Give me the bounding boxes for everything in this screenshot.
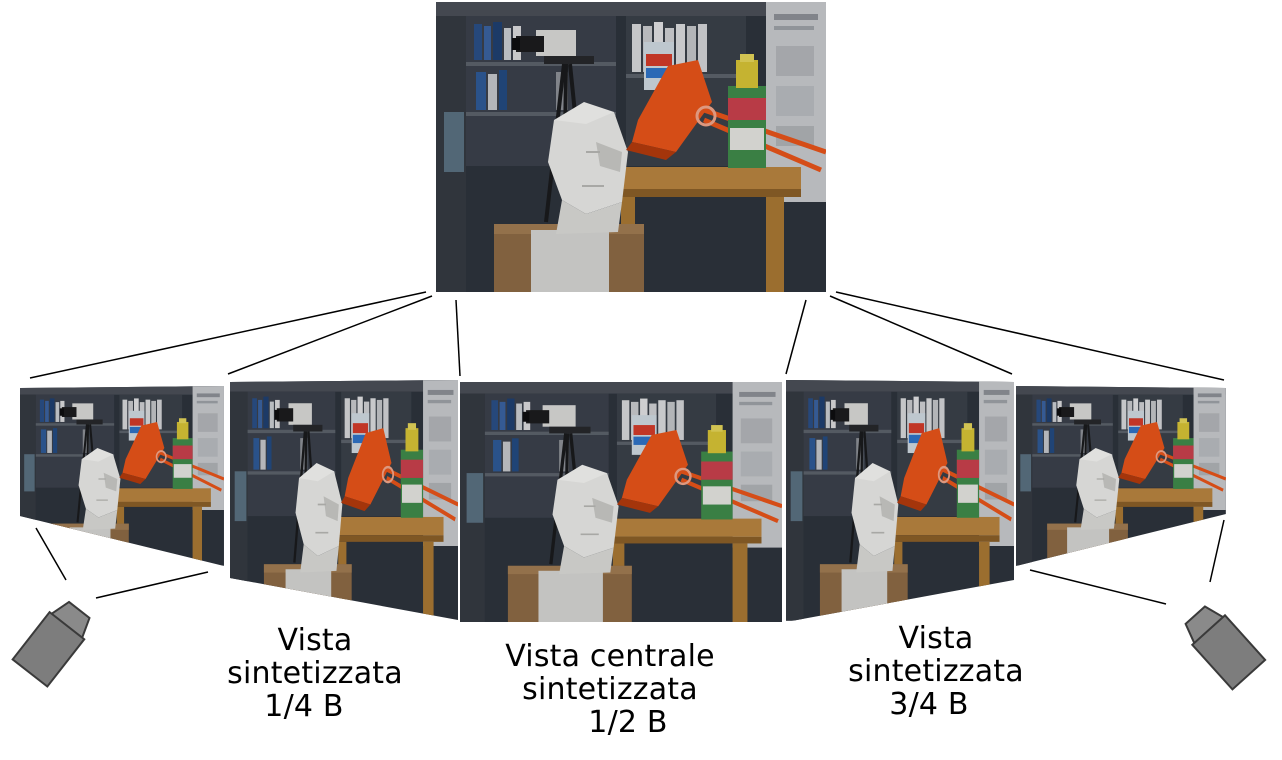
view-three-quarter [786,380,1014,621]
caption-three-quarter-view [826,622,1046,721]
caption-line: 1/4 B [264,689,344,724]
top-image [436,2,826,292]
caption-line: Vista [277,623,353,658]
caption-line: 3/4 B [889,687,969,722]
camera-icon [13,596,97,686]
view-center [460,382,782,622]
caption-quarter-view [205,624,425,723]
view-right-camera [1016,386,1226,566]
view-quarter [230,380,458,621]
camera-icon [1179,600,1265,689]
caption-line: Vista [898,621,974,656]
caption-line: sintetizzata [848,654,1024,689]
caption-center-view [480,640,740,739]
caption-line: Vista centrale [505,639,715,674]
caption-line: 1/2 B [588,705,668,740]
caption-line: sintetizzata [522,672,698,707]
view-left-camera [20,386,224,566]
caption-line: sintetizzata [227,656,403,691]
projection-lines [30,292,1224,380]
